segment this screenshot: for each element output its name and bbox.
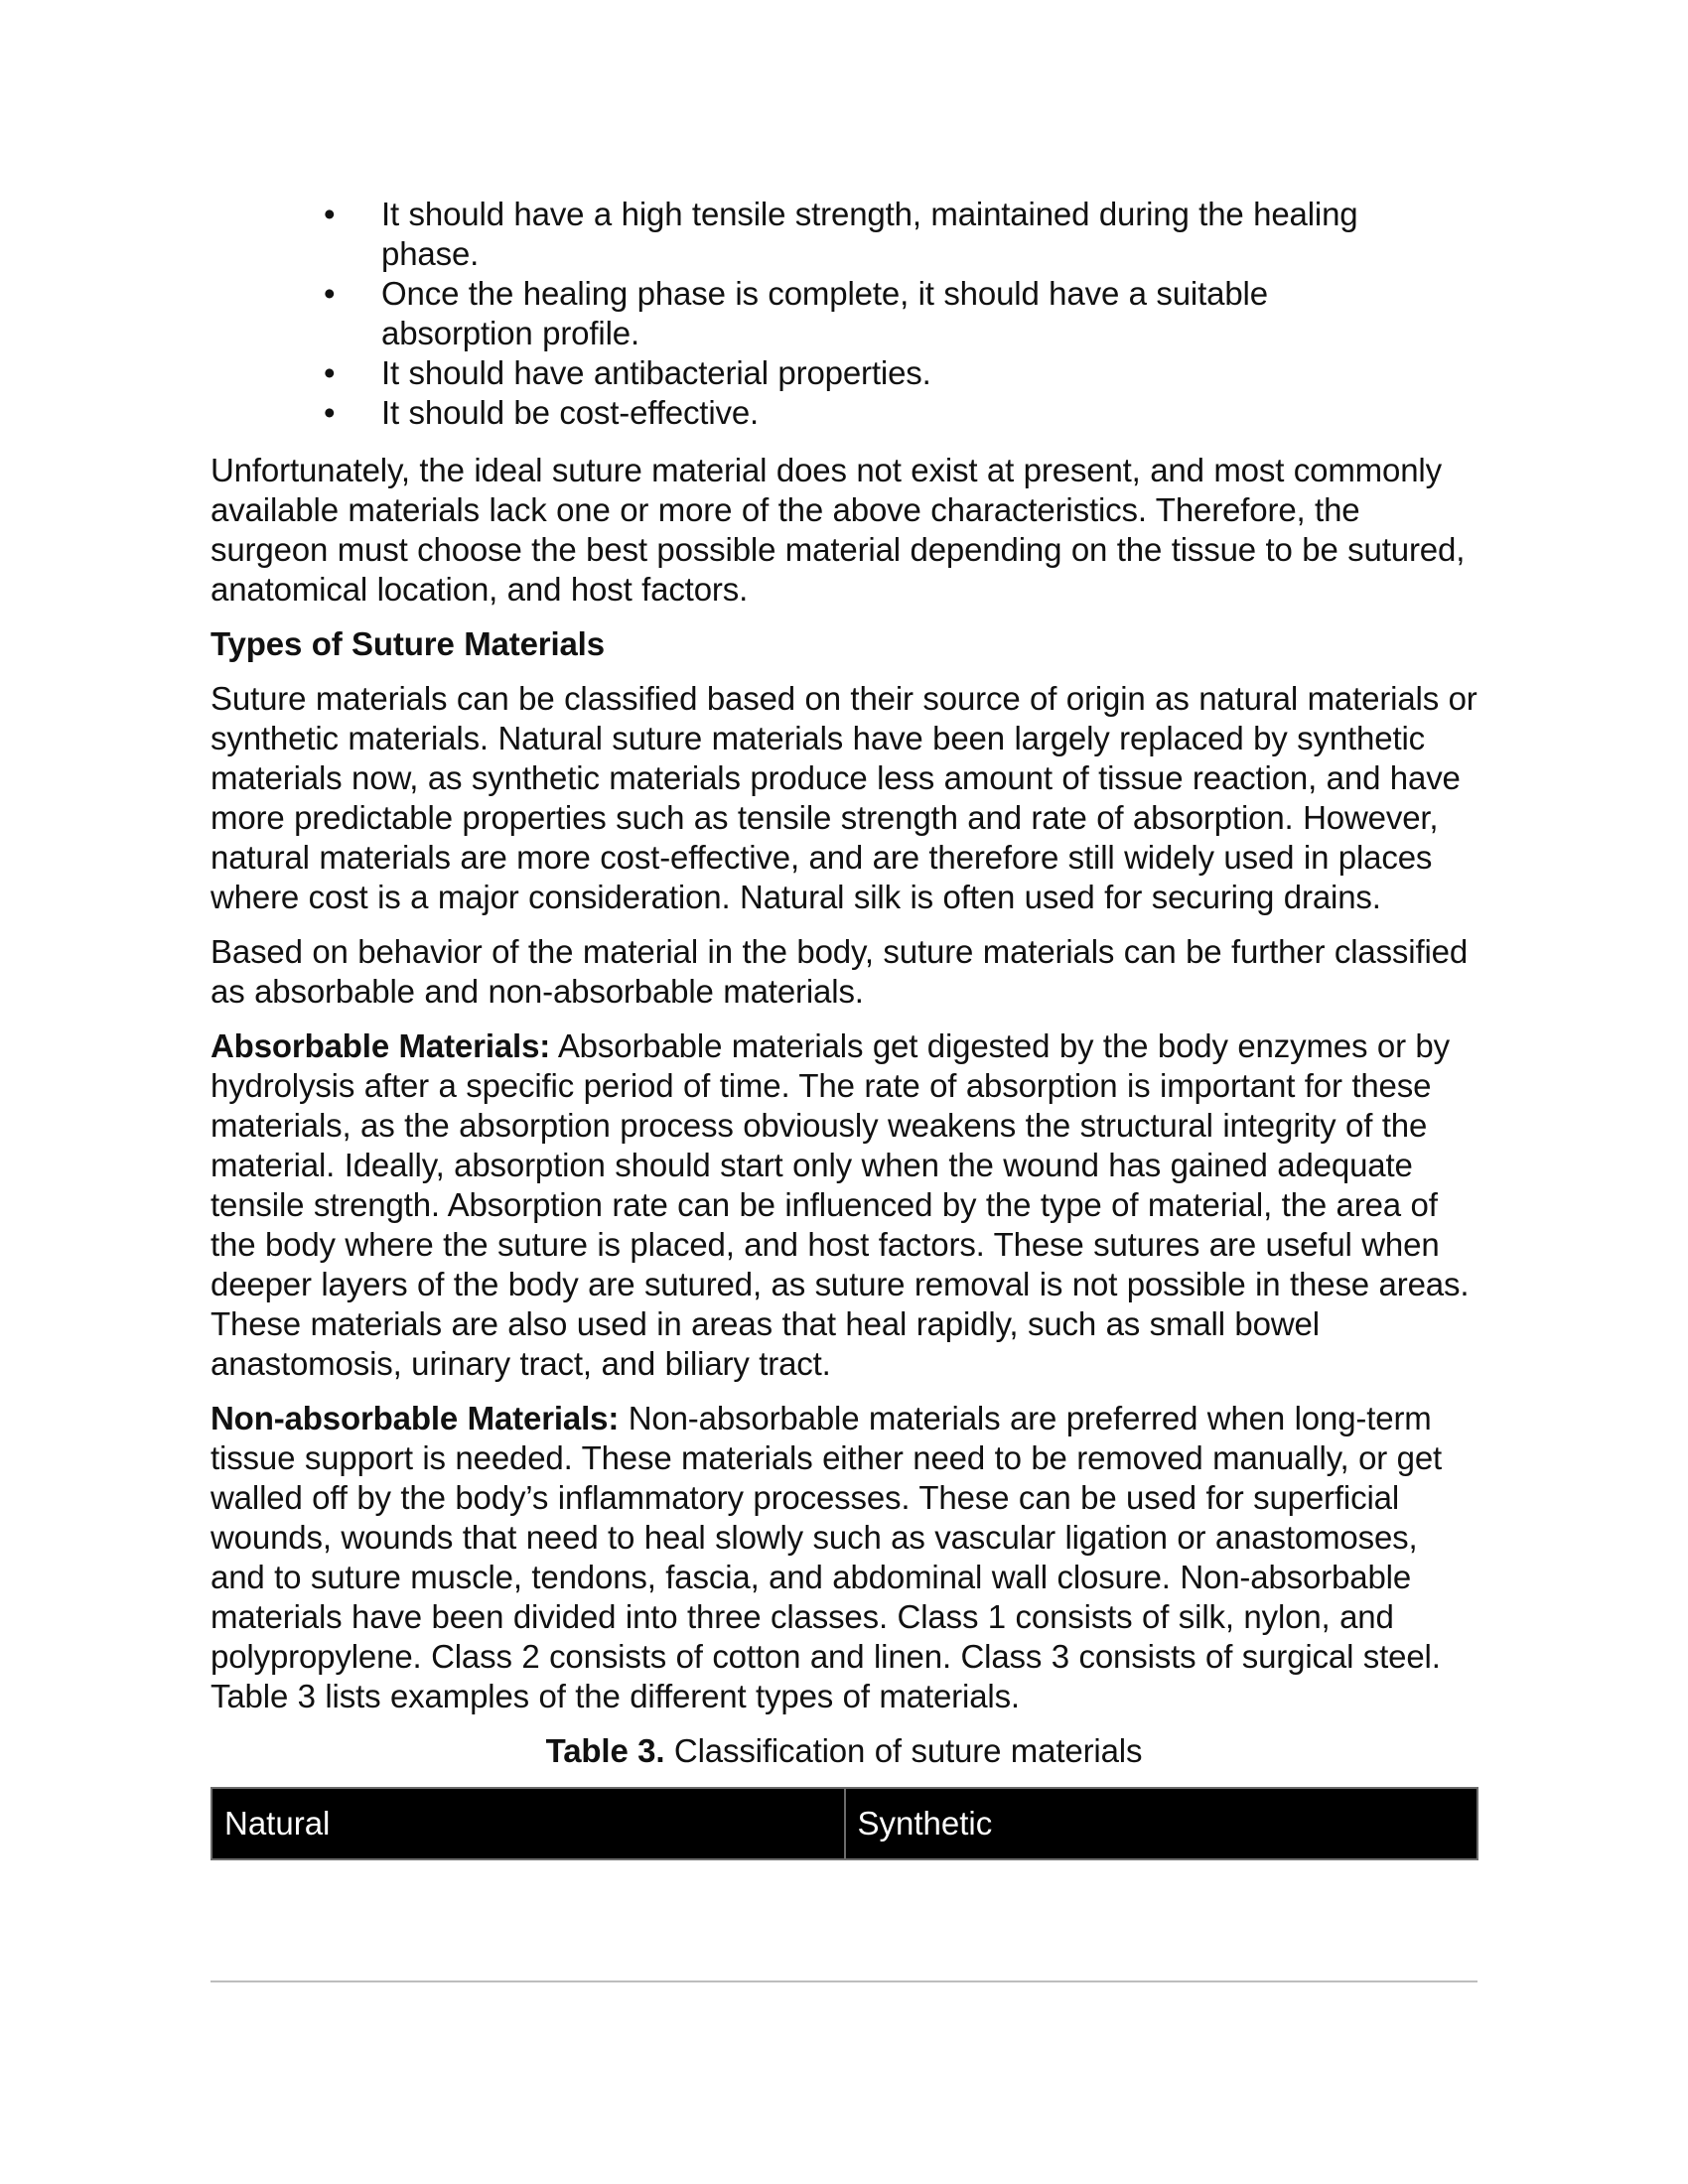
table-caption-lead: Table 3. xyxy=(545,1732,665,1769)
table-header-natural: Natural xyxy=(211,1788,845,1859)
behavior-paragraph: Based on behavior of the material in the body, suture materials can be further classified as absorbable and non-absorbable materials. xyxy=(211,933,1469,1010)
nonabsorbable-lead: Non-absorbable Materials: xyxy=(211,1400,620,1436)
document-page xyxy=(211,195,1477,1860)
ideal-suture-bullet-list xyxy=(211,195,1394,433)
absorbable-lead: Absorbable Materials: xyxy=(211,1027,551,1064)
absorbable-paragraph xyxy=(211,1026,1477,1384)
absorbable-body: Absorbable materials get digested by the body enzymes or by hydrolysis after a specific period of time. The rate of absorption is important for these materials, as the absorption process obviously weakens the structural integrity of the material. Ideally, absorption should start only when the wound has gained adequate tensile strength. Absorption rate can be influenced by the type of material, the area of the body where the suture is placed, and host factors. These sutures are useful when deeper layers of the body are sutured, as suture removal is not possible in these areas. These materials are also used in areas that heal rapidly, such as small bowel anastomosis, urinary tract, and biliary tract. xyxy=(211,1027,1470,1382)
types-paragraph: Suture materials can be classified based on their source of origin as natural materials or synthetic materials. Natural suture materials have been largely replaced by synthetic materials now, as synthetic materials produce less amount of tissue reaction, and have more predictable properties such as tensile strength and rate of absorption. However, natural materials are more cost-effective, and are therefore still widely used in places where cost is a major consideration. Natural silk is often used for securing drains. xyxy=(211,680,1477,915)
bullet-item: • It should have antibacterial properties. xyxy=(381,353,1394,393)
intro-paragraph: Unfortunately, the ideal suture material does not exist at present, and most commonly available materials lack one or more of the above characteristics. Therefore, the surgeon must choose the best possible material depending on the tissue to be sutured, anatomical location, and host factors. xyxy=(211,452,1466,608)
suture-classification-table xyxy=(211,1787,1478,1860)
section-heading: Types of Suture Materials xyxy=(211,625,605,662)
footer-divider xyxy=(211,1980,1477,1982)
table-header-synthetic: Synthetic xyxy=(845,1788,1478,1859)
table-caption xyxy=(211,1731,1477,1771)
table-header-row xyxy=(211,1788,1477,1859)
bullet-item: • It should be cost-effective. xyxy=(381,393,1394,433)
nonabsorbable-body: Non-absorbable materials are preferred when long-term tissue support is needed. These materials either need to be removed manually, or get walled off by the body’s inflammatory processes. These can be used for superficial wounds, wounds that need to heal slowly such as vascular ligation or anastomoses, and to suture muscle, tendons, fascia, and abdominal wall closure. Non-absorbable materials have been divided into three classes. Class 1 consists of silk, nylon, and polypropylene. Class 2 consists of cotton and linen. Class 3 consists of surgical steel. Table 3 lists examples of the different types of materials. xyxy=(211,1400,1443,1714)
table-caption-text: Classification of suture materials xyxy=(664,1732,1143,1769)
nonabsorbable-paragraph xyxy=(211,1399,1477,1716)
bullet-item: • Once the healing phase is complete, it should have a suitable absorption profile. xyxy=(381,274,1394,353)
bullet-item: • It should have a high tensile strength, maintained during the healing phase. xyxy=(381,195,1394,274)
